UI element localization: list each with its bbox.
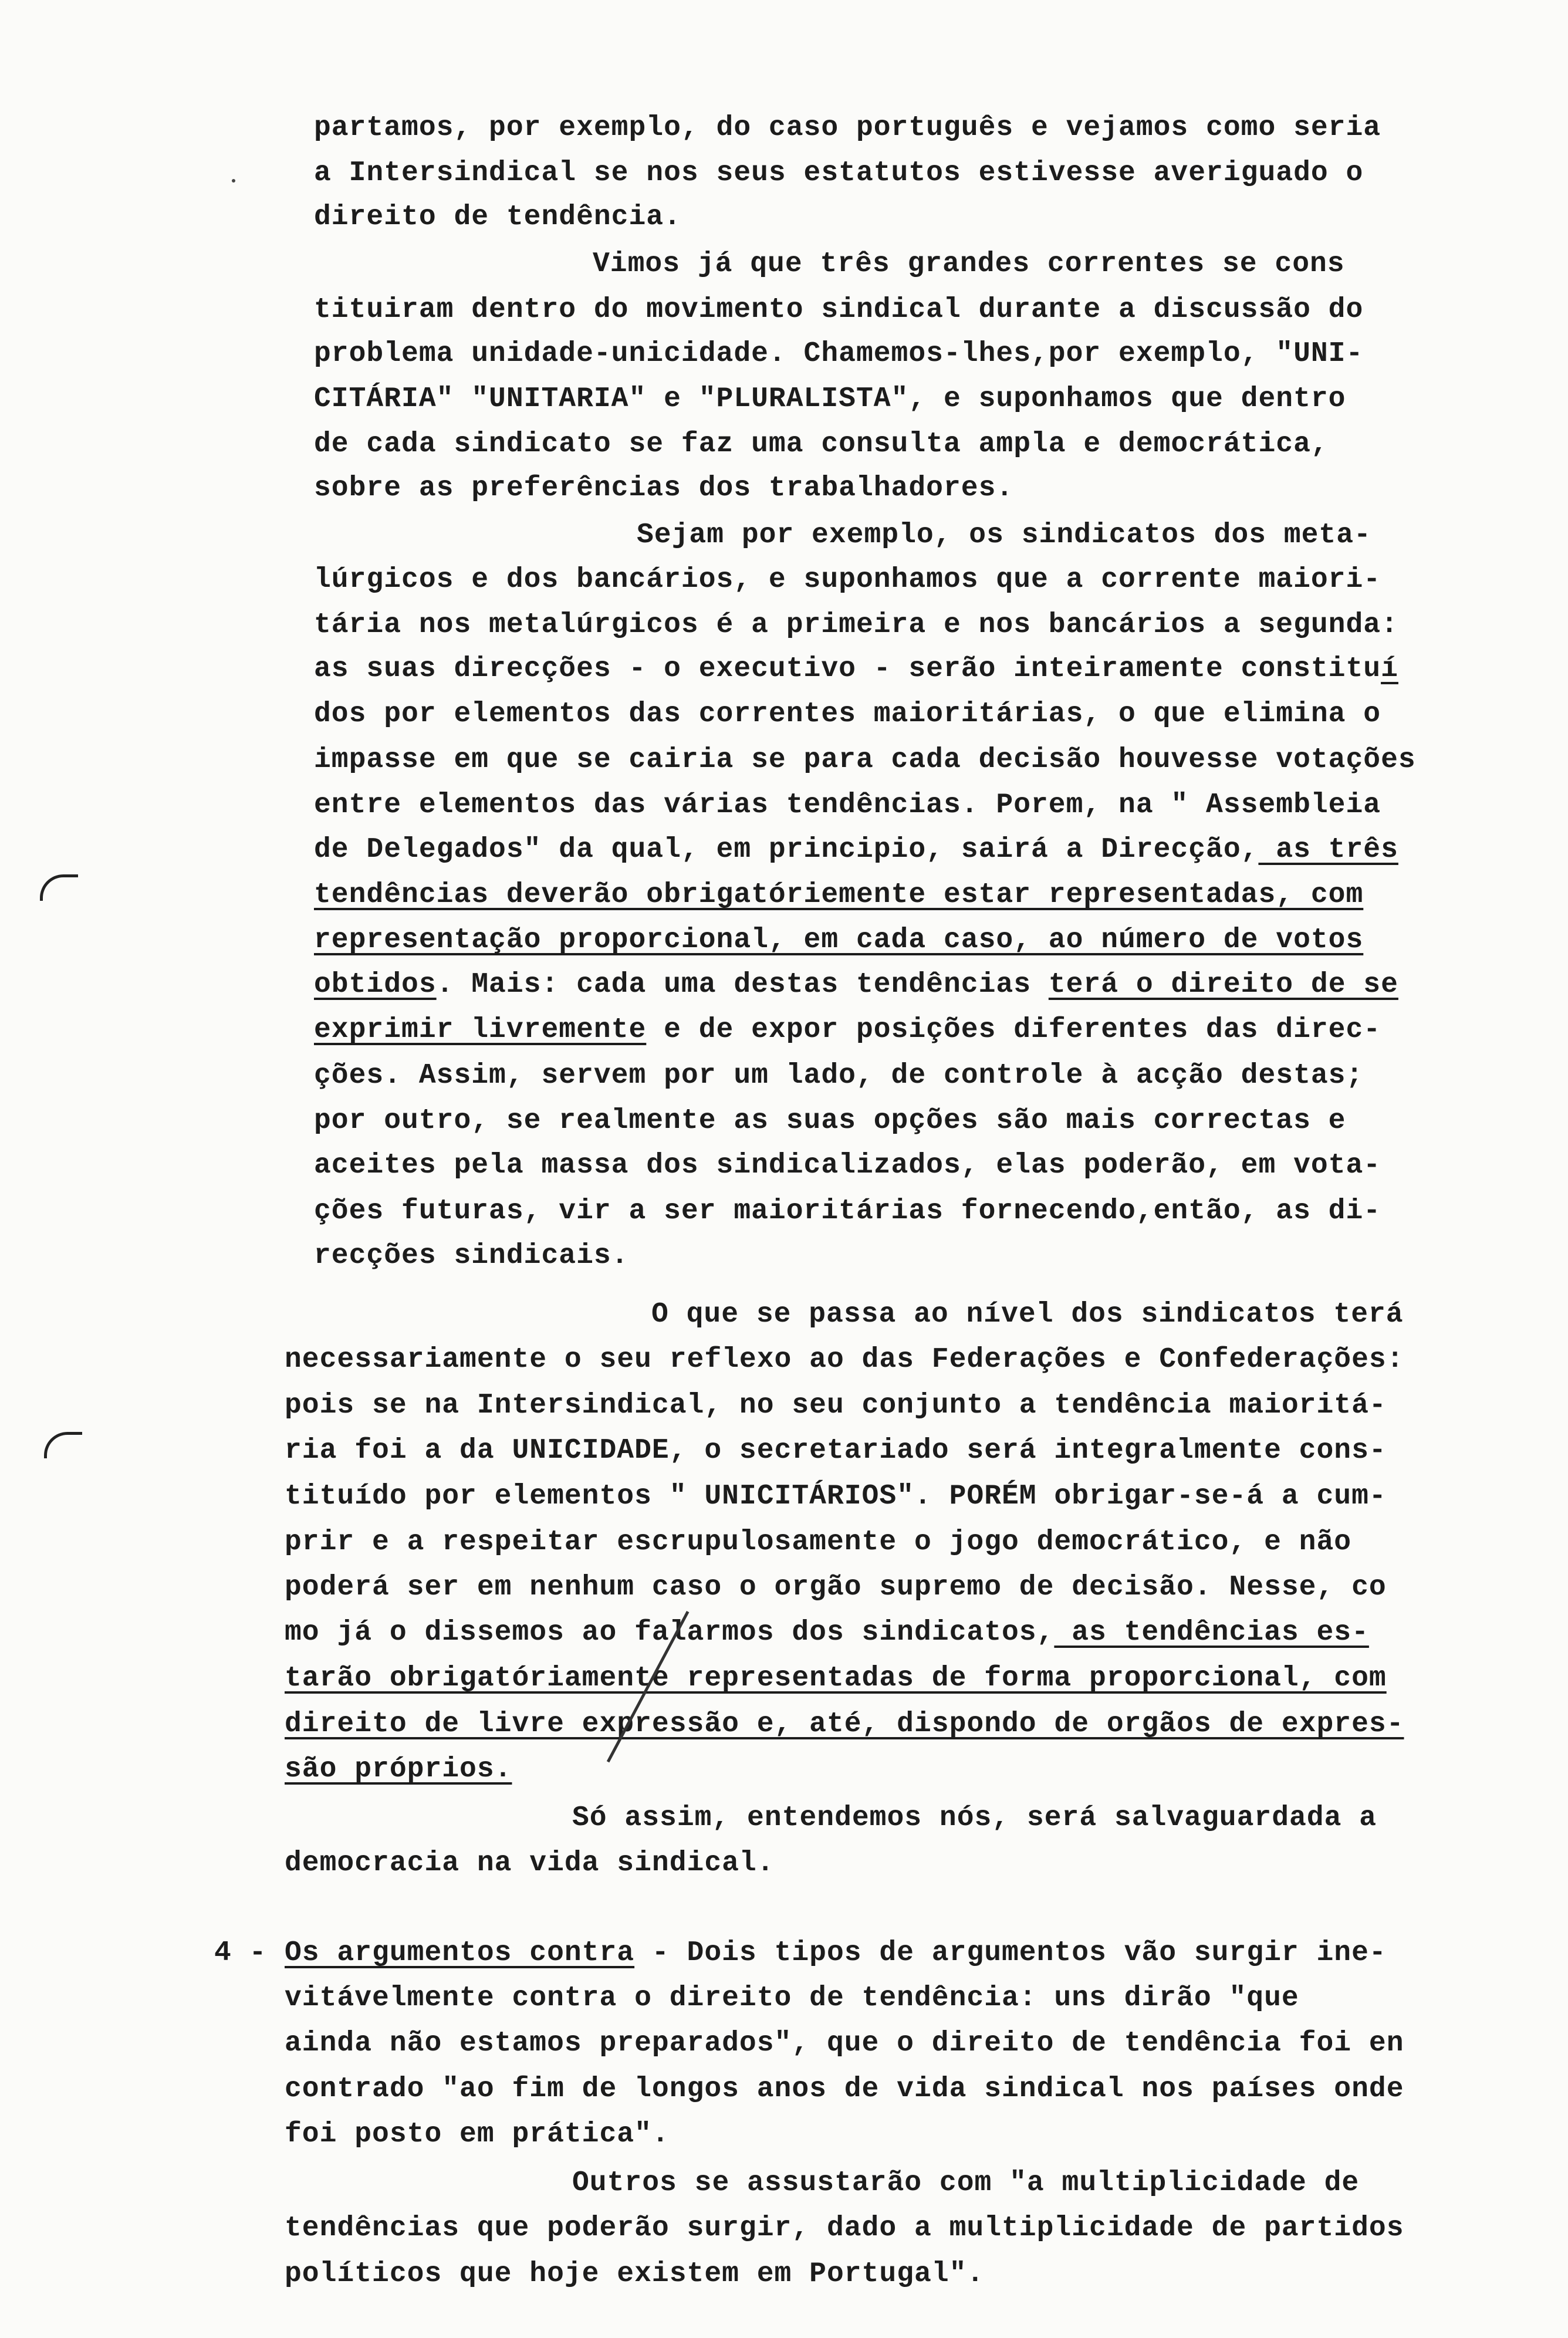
text-line: prir e a respeitar escrupulosamente o jogo democrático, e não	[285, 1526, 1352, 1558]
text-span: de Delegados" da qual, em principio, sairá a Direcção,	[314, 834, 1259, 866]
section-number: 4 -	[214, 1937, 267, 1969]
text-line: a Intersindical se nos seus estatutos estivesse averiguado o	[314, 157, 1364, 189]
text-line: aceites pela massa dos sindicalizados, elas poderão, em vota-	[314, 1150, 1381, 1181]
text-line: Sejam por exemplo, os sindicatos dos meta-	[637, 519, 1371, 551]
margin-dot	[232, 179, 235, 183]
text-line: necessariamente o seu reflexo ao das Federações e Confederações:	[285, 1344, 1404, 1376]
text-line: Só assim, entendemos nós, será salvaguardada a	[572, 1802, 1377, 1834]
underlined-line: direito de livre expressão e, até, dispondo de orgãos de expres-	[285, 1708, 1404, 1740]
text-line	[314, 832, 1398, 867]
text-line: políticos que hoje existem em Portugal".	[285, 2258, 985, 2290]
text-line: O que se passa ao nível dos sindicatos terá	[651, 1299, 1404, 1330]
underlined-line: são próprios.	[285, 1754, 512, 1785]
text-line: foi posto em prática".	[285, 2119, 670, 2150]
text-line: de cada sindicato se faz uma consulta ampla e democrática,	[314, 428, 1329, 460]
underlined-text: terá o direito de se	[1048, 969, 1398, 1001]
text-line: tendências que poderão surgir, dado a multiplicidade de partidos	[285, 2212, 1404, 2244]
text-line	[314, 967, 1398, 1002]
text-span: as suas direcções - o executivo - serão inteiramente constitu	[314, 653, 1381, 685]
text-line: por outro, se realmente as suas opções são mais correctas e	[314, 1105, 1346, 1137]
underlined-text: í	[1381, 653, 1398, 685]
text-line: sobre as preferências dos trabalhadores.	[314, 472, 1014, 504]
text-line: ainda não estamos preparados", que o direito de tendência foi en	[285, 2028, 1404, 2059]
text-span: mo já o dissemos ao falarmos dos sindicatos,	[285, 1617, 1055, 1648]
text-line: CITÁRIA" "UNITARIA" e "PLURALISTA", e suponhamos que dentro	[314, 383, 1346, 415]
text-line: vitávelmente contra o direito de tendência: uns dirão "que	[285, 1982, 1299, 2014]
text-line: partamos, por exemplo, do caso português e vejamos como seria	[314, 112, 1381, 144]
text-line: ções. Assim, servem por um lado, de controle à acção destas;	[314, 1060, 1364, 1092]
underlined-line: tarão obrigatóriamente representadas de forma proporcional, com	[285, 1663, 1387, 1694]
text-line: Vimos já que três grandes correntes se cons	[593, 248, 1345, 280]
text-line: tituiram dentro do movimento sindical durante a discussão do	[314, 294, 1364, 326]
text-line: lúrgicos e dos bancários, e suponhamos que a corrente maiori-	[314, 564, 1381, 596]
margin-bracket-mark	[44, 1432, 82, 1458]
text-line: ções futuras, vir a ser maioritárias fornecendo,então, as di-	[314, 1195, 1381, 1227]
text-line: democracia na vida sindical.	[285, 1847, 775, 1879]
underlined-text: as três	[1258, 834, 1398, 866]
underlined-line: tendências deverão obrigatóriemente estar representadas, com	[314, 879, 1364, 911]
underlined-text: obtidos	[314, 969, 437, 1001]
text-span: e de expor posições diferentes das direc-	[646, 1014, 1381, 1046]
text-line: contrado "ao fim de longos anos de vida sindical nos países onde	[285, 2073, 1404, 2105]
text-line: poderá ser em nenhum caso o orgão supremo de decisão. Nesse, co	[285, 1572, 1387, 1603]
text-line: problema unidade-unicidade. Chamemos-lhes,por exemplo, "UNI-	[314, 338, 1364, 370]
text-line: entre elementos das várias tendências. Porem, na " Assembleia	[314, 789, 1381, 821]
text-span: - Dois tipos de argumentos vão surgir ine-	[634, 1937, 1387, 1969]
text-line	[285, 1615, 1369, 1650]
text-line	[314, 651, 1398, 687]
text-span: . Mais: cada uma destas tendências	[436, 969, 1049, 1001]
text-line: pois se na Intersindical, no seu conjunto a tendência maioritá-	[285, 1390, 1387, 1421]
text-line: impasse em que se cairia se para cada decisão houvesse votações	[314, 744, 1416, 776]
underlined-text: exprimir livremente	[314, 1014, 647, 1046]
underlined-line: representação proporcional, em cada caso, ao número de votos	[314, 924, 1364, 956]
section-title: Os argumentos contra	[285, 1937, 635, 1969]
text-line: direito de tendência.	[314, 201, 681, 233]
margin-bracket-mark	[40, 874, 78, 901]
text-line: dos por elementos das correntes maioritárias, o que elimina o	[314, 698, 1381, 730]
underlined-text: as tendências es-	[1054, 1617, 1369, 1648]
text-line	[285, 1935, 1387, 1971]
text-line	[314, 1012, 1381, 1048]
text-line: tária nos metalúrgicos é a primeira e nos bancários a segunda:	[314, 609, 1398, 641]
text-line: ria foi a da UNICIDADE, o secretariado será integralmente cons-	[285, 1435, 1387, 1467]
text-line: tituído por elementos " UNICITÁRIOS". PORÉM obrigar-se-á a cum-	[285, 1481, 1387, 1512]
text-line: Outros se assustarão com "a multiplicidade de	[572, 2167, 1360, 2199]
text-line: recções sindicais.	[314, 1240, 629, 1272]
